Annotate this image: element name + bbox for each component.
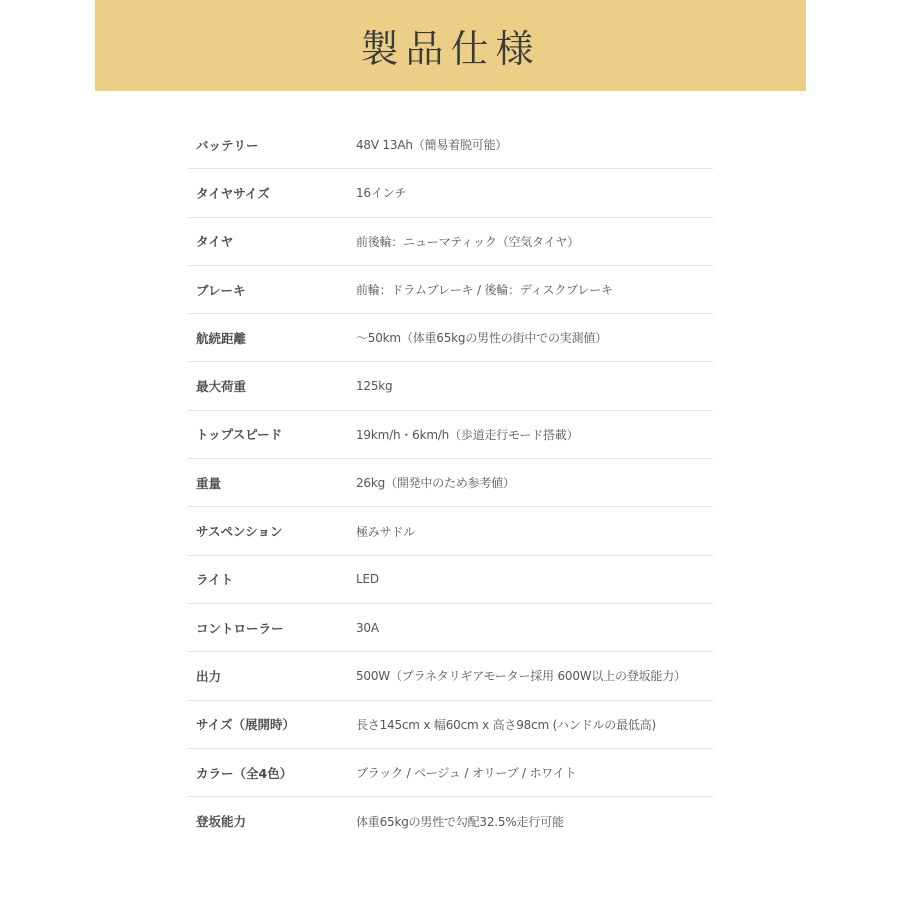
spec-row-max-load [188,362,713,410]
spec-label: トップスピード [196,427,283,443]
spec-value: 長さ145cm x 幅60cm x 高さ98cm (ハンドルの最低高) [356,717,656,732]
spec-label: タイヤ [196,234,234,250]
spec-value: 30A [356,620,379,635]
spec-value: LED [356,572,379,587]
spec-label: サスペンション [196,524,283,540]
spec-value: 19km/h・6km/h（歩道走行モード搭載） [356,427,579,442]
spec-value: 26kg（開発中のため参考値） [356,476,515,491]
spec-row-suspension [188,507,713,555]
page-title: 製品仕様 [360,27,541,71]
spec-value: 125kg [356,379,393,394]
spec-row-size [188,701,713,749]
spec-row-range [188,314,713,362]
spec-value: 前輪：ドラムブレーキ / 後輪：ディスクブレーキ [356,283,613,298]
spec-row-tire-size [188,169,713,217]
spec-row-battery [188,121,713,169]
spec-row-climbing [188,797,713,845]
spec-row-color [188,749,713,797]
spec-value: 体重65kgの男性で勾配32.5%走行可能 [356,814,564,829]
spec-row-controller [188,604,713,652]
spec-label: 出力 [196,668,222,684]
spec-label: 登坂能力 [196,814,247,830]
spec-label: 最大荷重 [196,379,247,395]
title-banner [95,0,806,91]
spec-label: タイヤサイズ [196,185,270,201]
spec-row-output [188,652,713,700]
spec-value: 48V 13Ah（簡易着脱可能） [356,138,508,153]
spec-value: 500W（プラネタリギアモーター採用 600W以上の登坂能力） [356,669,686,684]
spec-row-tire [188,218,713,266]
spec-row-brake [188,266,713,314]
spec-label: コントローラー [196,620,284,636]
spec-value: 前後輪：ニューマティック（空気タイヤ） [356,234,580,249]
spec-value: 16インチ [356,186,407,201]
spec-label: サイズ（展開時） [196,717,296,733]
spec-value: 極みサドル [356,524,416,539]
spec-row-light [188,556,713,604]
spec-label: バッテリー [196,137,259,153]
spec-label: カラー（全4色） [196,765,293,781]
spec-value: ブラック / ベージュ / オリーブ / ホワイト [356,766,577,780]
spec-row-top-speed [188,411,713,459]
spec-label: 重量 [196,475,222,491]
spec-value: ～50km（体重65kgの男性の街中での実測値） [356,331,607,346]
spec-table [188,121,713,845]
spec-label: ライト [196,572,234,588]
spec-label: 航続距離 [196,330,247,346]
spec-label: ブレーキ [196,282,246,298]
spec-row-weight [188,459,713,507]
